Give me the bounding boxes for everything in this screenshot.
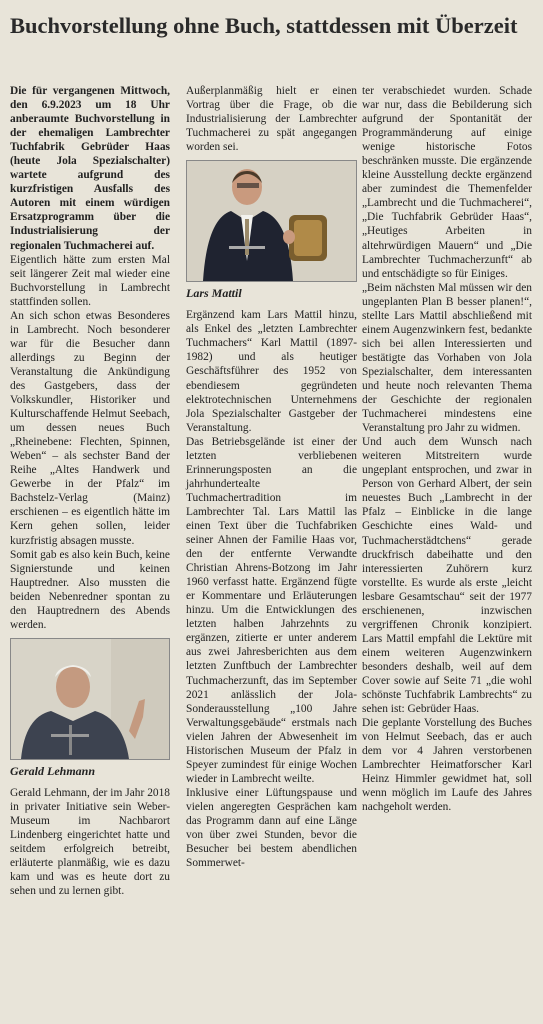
paragraph: Die geplante Vorstellung des Buches von Helmut Seebach, das er auch dem vor 4 Jahren verstorbenen Lambrechter Heimatforscher Karl Heinz Himmler gewidmet hat, soll wenn möglich im Laufe des Jahres nachgeholt werden.	[362, 717, 532, 814]
lead-paragraph: Die für vergangenen Mittwoch, den 6.9.2023 um 18 Uhr anberaumte Buchvorstellung in der ehemaligen Lambrechter Tuchfabrik Gebrüder Haas (heute Jola Spezialschalter) wartete aufgrund des kurzfristigen Ausfalls des Autoren mit einem würdigen Ersatzprogramm über die Industrialisierung der regionalen Tuchmacherei auf.	[10, 85, 170, 252]
photo-caption: Gerald Lehmann	[10, 763, 96, 778]
paragraph: Ergänzend kam Lars Mattil hinzu, als Enkel des „letzten Lambrechter Tuchmachers“ Karl Mattil (1897-1982) und als heutiger Geschäftsführer des 1952 von ebendiesem gegründeten elektrotechnischen Unternehmens Jola Spezialschalter Gastgeber der Veranstaltung.	[186, 309, 357, 434]
paragraph: Außerplanmäßig hielt er einen Vortrag über die Frage, ob die Industrialisierung der Lambrechter Tuchmacherei zu spät angegangen worden sei.	[186, 85, 357, 154]
paragraph: Das Betriebsgelände ist einer der letzten verbliebenen Erinnerungsposten an die jahrhundertealte Tuchmachertradition im Lambrechter Tal. Lars Mattil las einen Text über die Tuchfabriken seiner Ahnen der Familie Haas vor, den der entfernte Verwandte Christian Ahrens-Botzong im Jahr 1960 verfasst hatte. Ergänzend fügte er Kommentare und Erläuterungen hinzu. Um die Entwicklungen des letzten halben Jahrzehnts zu ergänzen, zitierte er unter anderem aus zwei Jahresberichten aus dem letzten Zunftbuch der Lambrechter Tuchmacherzunft, das im September 2021 anlässlich der Jola-Sonderausstellung „100 Jahre Verwaltungsgebäude“ erstmals nach vielen Jahren der Abwesenheit im Historischen Museum der Pfalz in Speyer zumindest für einige Wochen wieder in Lambrecht weilte.	[186, 435, 357, 785]
paragraph: Gerald Lehmann, der im Jahr 2018 in privater Initiative sein Weber-Museum im Nachbarort Lindenberg eingerichtet hatte und seitdem erfolgreich betreibt, erläuterte planmäßig, wie es dazu kam und was es heute dort zu sehen und zu lernen gibt.	[10, 786, 170, 898]
headline: Buchvorstellung ohne Buch, stattdessen mit Überzeit	[10, 13, 518, 38]
paragraph: ter verabschiedet wurden. Schade war nur, dass die Bebilderung sich aufgrund der Spontanität der Programmänderung auf einige wenige historische Fotos beschränken musste. Die ergänzende kleine Ausstellung deckte ergänzend aber zumindest die Themenfelder „Lambrecht und die Tuchmacherei“, „Die Tuchfabrik Gebrüder Haas“, „Heutiges Arbeiten in altehrwürdigen Mauern“ und „Die Lambrechter Tuchmacherzunft“ ab und entschädigte so für Einiges.	[362, 85, 532, 280]
photo-lars-mattil	[186, 160, 357, 282]
paragraph: Somit gab es also kein Buch, keine Signierstunde und keinen Hauptredner. Also mussten die beiden Nebenredner spontan zu den Hauptrednern des Abends werden.	[10, 548, 170, 631]
column-1	[10, 84, 170, 898]
paragraph: „Beim nächsten Mal müssen wir den ungeplanten Plan B besser planen!“, stellte Lars Mattil abschließend mit einem Augenzwinkern fest, bedankte sich bei allen Interessierten und bestätigte das Vorhaben von Jola Spezialschalter, dem interessanten und heute noch relevanten Thema der Geschichte der regionalen Tuchmacherei mindestens eine Veranstaltung pro Jahr zu widmen.	[362, 281, 532, 435]
paragraph: Und auch dem Wunsch nach weiteren Mitstreitern wurde ungeplant entsprochen, und zwar in Person von Gerhard Albert, der sein neuestes Buch „Lambrecht in der Pfalz – Einblicke in die lange Geschichte eines Wald- und Tuchmacherstädtchens“ gerade druckfrisch dabeihatte und den interessierten Zuhörern kurz vorstellte. Es wurde als erste „leicht lesbare Gesamtschau“ seit der 1977 erschienenen, inzwischen vergriffenen Chronik konzipiert. Lars Mattil empfahl die Lektüre mit einem weiteren Augenzwinkern besonders deshalb, weil auf dem Cover sowie auf Seite 71 „die wohl schönste Tuchfabrik Lambrechts“ zu sehen ist: Gebrüder Haas.	[362, 436, 532, 716]
photo-caption: Lars Mattil	[186, 286, 242, 301]
paragraph: Eigentlich hätte zum ersten Mal seit längerer Zeit mal wieder eine Buchvorstellung in Lambrecht stattfinden sollen.	[10, 253, 170, 308]
paragraph: An sich schon etwas Besonderes in Lambrecht. Noch besonderer war für die Besucher dann allerdings zu Beginn der Veranstaltung die Ankündigung des Gastgebers, dass der Volkskundler, Historiker und Kulturschaffende Helmut Seebach, um dessen neues Buch „Rheinebene: Flechten, Spinnen, Weben“ – als sechster Band der Reihe „Altes Handwerk und Gewerbe in der Pfalz“ im Bachstelz-Verlag (Mainz) erschienen – es eigentlich hätte im Kern gehen sollen, leider kurzfristig absagen musste.	[10, 309, 170, 547]
paragraph: Inklusive einer Lüftungspause und vielen angeregten Gesprächen kam das Programm dann auf eine Länge von über zwei Stunden, bevor die Besucher bei bestem abendlichen Sommerwet-	[186, 786, 357, 870]
column-2	[186, 84, 357, 870]
photo-gerald-lehmann	[10, 638, 170, 760]
column-3	[362, 84, 532, 814]
